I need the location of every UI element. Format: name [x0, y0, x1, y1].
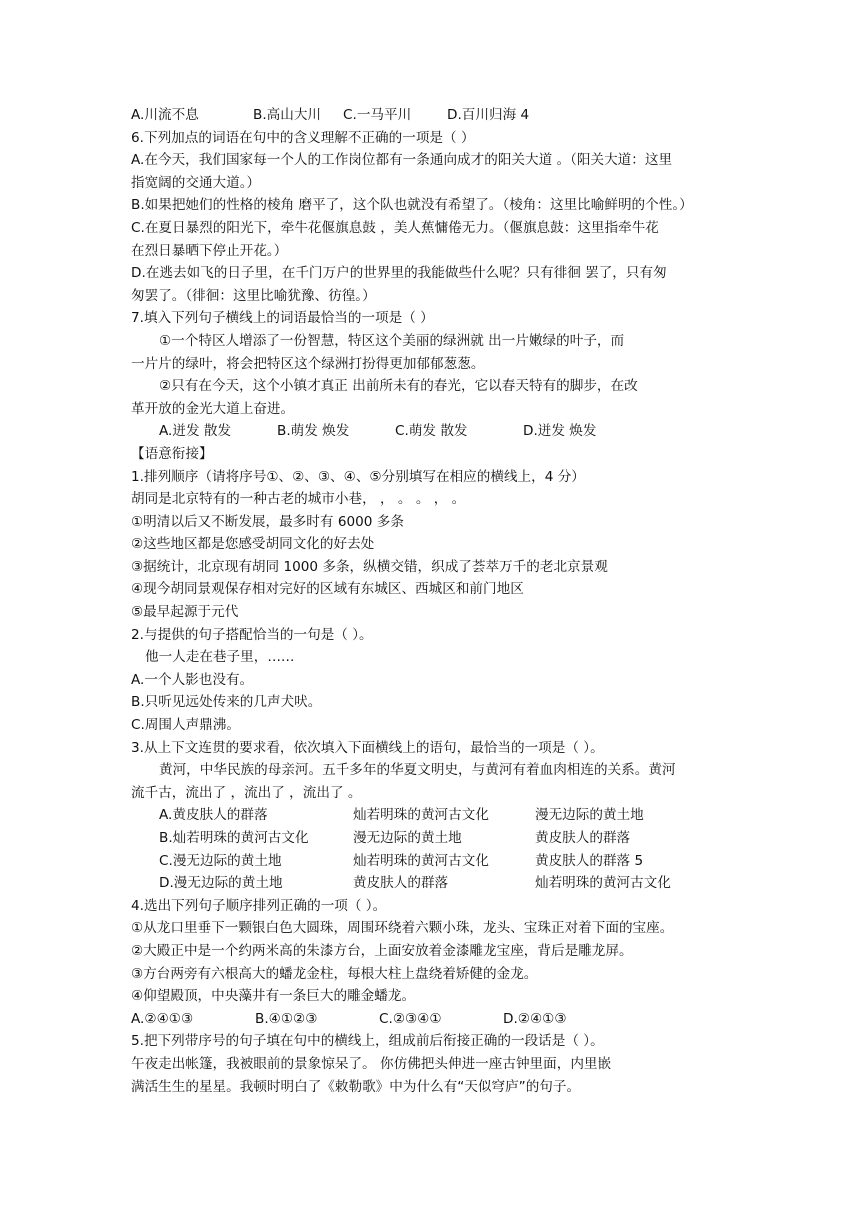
s1-lead: 胡同是北京特有的一种古老的城市小巷， ， 。 。 ， 。	[131, 491, 466, 508]
s2-lead: 他一人走在巷子里，……	[145, 649, 295, 666]
q7-sentence1-line2: 一片片的绿叶，将会把特区这个绿洲打扮得更加郁郁葱葱。	[131, 355, 485, 372]
s4-option-a: A.②④①③	[131, 1010, 194, 1027]
s4-option-c: C.②③④①	[379, 1010, 442, 1027]
option-b: B.高山大川	[253, 107, 322, 123]
s3-a-part1: A.黄皮肤人的群落	[159, 807, 268, 824]
s3-b-part3: 黄皮肤人的群落	[535, 830, 631, 846]
s1-item-1: ①明清以后又不断发展，最多时有 6000 多条	[131, 513, 404, 530]
q7-option-a: A.迸发 散发	[159, 423, 232, 440]
q6-option-d-line2: 匆罢了。（徘徊：这里比喻犹豫、彷徨。）	[131, 287, 376, 304]
s3-option-a	[131, 804, 741, 827]
s3-d-part1: D.漫无边际的黄土地	[159, 875, 283, 892]
s3-c-part3: 黄皮肤人的群落 5	[535, 852, 644, 869]
s3-c-part1: C.漫无边际的黄土地	[159, 852, 282, 869]
s3-passage-line2: 流千古，流出了 ，流出了 ，流出了 。	[131, 784, 362, 801]
s1-item-4: ④现今胡同景观保存相对完好的区域有东城区、西城区和前门地区	[131, 581, 524, 598]
s4-options	[131, 1008, 741, 1031]
s1-stem: 1.排列顺序（请将序号①、②、③、④、⑤分别填写在相应的横线上，4 分）	[131, 468, 585, 485]
s4-item-1: ①从龙口里垂下一颗银白色大圆珠，周围环绕着六颗小珠，龙头、宝珠正对着下面的宝座。	[131, 920, 674, 937]
s3-b-part2: 漫无边际的黄土地	[353, 830, 462, 846]
s2-option-b: B.只听见远处传来的几声犬吠。	[131, 694, 322, 711]
s4-option-d: D.②④①③	[503, 1010, 567, 1027]
s5-passage-line1: 午夜走出帐篷，我被眼前的景象惊呆了。 你仿佛把头伸进一座古钟里面，内里嵌	[131, 1055, 612, 1072]
q7-option-c: C.萌发 散发	[395, 423, 468, 440]
option-c: C.一马平川	[343, 107, 412, 123]
q7-sentence2-line1: ②只有在今天，这个小镇才真正 出前所未有的春光，它以春天特有的脚步，在改	[159, 378, 638, 395]
s1-item-3: ③据统计，北京现有胡同 1000 多条，纵横交错，织成了荟萃万千的老北京景观	[131, 558, 608, 575]
s4-item-4: ④仰望殿顶，中央藻井有一条巨大的雕金蟠龙。	[131, 988, 416, 1005]
s3-c-part2: 灿若明珠的黄河古文化	[353, 852, 489, 869]
q5-options	[131, 104, 741, 127]
option-a: A.川流不息	[131, 107, 199, 123]
section-title: 【语意衔接】	[131, 445, 213, 462]
q7-option-d: D.迸发 焕发	[523, 423, 597, 440]
s3-d-part2: 黄皮肤人的群落	[353, 875, 449, 892]
q7-options	[131, 420, 741, 443]
s5-passage-line2: 满活生生的星星。我顿时明白了《敕勒歌》中为什么有“天似穹庐”的句子。	[131, 1078, 581, 1095]
s3-a-part3: 漫无边际的黄土地	[535, 807, 644, 824]
s4-option-b: B.④①②③	[255, 1010, 318, 1027]
q6-option-c-line1: C.在夏日暴烈的阳光下，牵牛花偃旗息鼓 ，美人蕉慵倦无力。（偃旗息鼓：这里指牵牛花	[131, 219, 659, 236]
exam-page	[131, 104, 741, 1098]
q6-option-d-line1: D.在逃去如飞的日子里，在千门万户的世界里的我能做些什么呢？只有徘徊 罢了，只有匆	[131, 265, 667, 282]
s2-stem: 2.与提供的句子搭配恰当的一句是（ ）。	[131, 626, 373, 643]
s3-stem: 3.从上下文连贯的要求看，依次填入下面横线上的语句，最恰当的一项是（ ）。	[131, 739, 604, 756]
s1-item-2: ②这些地区都是您感受胡同文化的好去处	[131, 536, 375, 553]
s3-option-c	[131, 850, 741, 873]
s3-passage-line1: 黄河，中华民族的母亲河。五千多年的华夏文明史，与黄河有着血肉相连的关系。黄河	[159, 762, 676, 779]
q7-stem: 7.填入下列句子横线上的词语最恰当的一项是（ ）	[131, 310, 434, 327]
s3-b-part1: B.灿若明珠的黄河古文化	[159, 830, 309, 846]
s3-option-d	[131, 872, 741, 895]
s4-item-2: ②大殿正中是一个约两米高的朱漆方台，上面安放着金漆雕龙宝座，背后是雕龙屏。	[131, 942, 633, 959]
q6-option-a-line2: 指宽阔的交通大道。）	[131, 174, 261, 191]
s3-option-b	[131, 827, 741, 850]
q6-option-a-line1: A.在今天，我们国家每一个人的工作岗位都有一条通向成才的阳关大道 。（阳关大道：这里	[131, 152, 673, 169]
q6-option-c-line2: 在烈日暴晒下停止开花。）	[131, 242, 288, 259]
q6-stem: 6.下列加点的词语在句中的含义理解不正确的一项是（ ）	[131, 129, 475, 146]
s1-item-5: ⑤最早起源于元代	[131, 604, 239, 621]
q7-option-b: B.萌发 焕发	[277, 423, 350, 440]
s4-item-3: ③方台两旁有六根高大的蟠龙金柱，每根大柱上盘绕着矫健的金龙。	[131, 965, 538, 982]
s3-a-part2: 灿若明珠的黄河古文化	[353, 807, 489, 824]
s3-d-part3: 灿若明珠的黄河古文化	[535, 875, 671, 892]
option-d: D.百川归海 4	[447, 107, 530, 123]
s5-stem: 5.把下列带序号的句子填在句中的横线上，组成前后衔接正确的一段话是（ ）。	[131, 1033, 604, 1050]
s2-option-c: C.周围人声鼎沸。	[131, 717, 240, 734]
q7-sentence2-line2: 革开放的金光大道上奋进。	[131, 400, 295, 417]
s4-stem: 4.选出下列句子顺序排列正确的一项（ ）。	[131, 897, 387, 914]
s2-option-a: A.一个人影也没有。	[131, 671, 254, 688]
q6-option-b: B.如果把她们的性格的棱角 磨平了，这个队也就没有希望了。（棱角：这里比喻鲜明的个性。）	[131, 197, 693, 214]
q7-sentence1-line1: ①一个特区人增添了一份智慧，特区这个美丽的绿洲就 出一片嫩绿的叶子，而	[159, 332, 625, 349]
